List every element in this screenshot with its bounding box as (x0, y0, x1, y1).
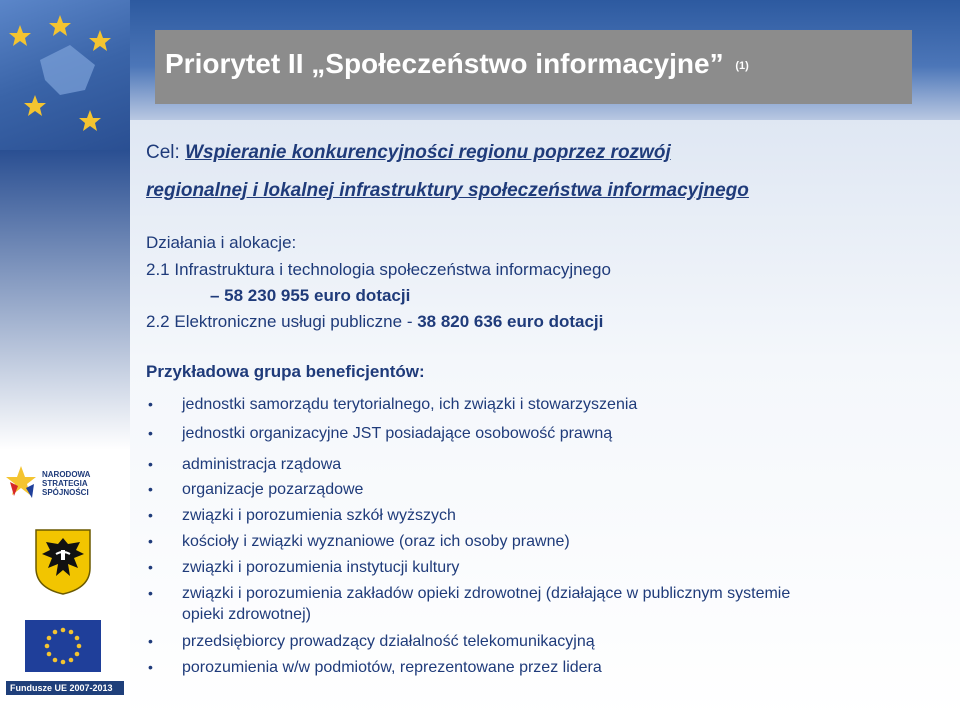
nss-logo-line2: STRATEGIA SPÓJNOŚCI (42, 479, 89, 497)
nss-logo (4, 462, 118, 502)
bullet-icon: • (148, 633, 153, 649)
actions-heading: Działania i alokacje: (146, 233, 297, 252)
coat-of-arms (34, 528, 92, 596)
action-2-1-amount: – 58 230 955 euro dotacji (210, 286, 411, 305)
europe-map-background (0, 0, 130, 150)
beneficiaries-heading: Przykładowa grupa beneficjentów: (146, 362, 425, 381)
list-item (146, 557, 790, 578)
list-item-text: związki i porozumienia szkół wyższych (182, 507, 456, 524)
list-item (146, 479, 790, 500)
list-item-text: opieki zdrowotnej) (182, 606, 311, 623)
list-item (146, 423, 790, 444)
list-item (146, 394, 790, 415)
list-item-text: kościoły i związki wyznaniowe (oraz ich osoby prawne) (182, 533, 570, 550)
nss-logo-line1: NARODOWA (42, 470, 91, 479)
list-item (146, 454, 790, 475)
bullet-icon: • (148, 559, 153, 575)
eu-flag (25, 620, 101, 672)
list-item (146, 583, 790, 604)
list-item-text: jednostki organizacyjne JST posiadające osobowość prawną (182, 425, 613, 442)
side-decoration (0, 0, 130, 720)
title-text: Priorytet II „Społeczeństwo informacyjne” (165, 48, 724, 79)
list-item-continuation (146, 604, 790, 625)
goal-text-1: Wspieranie konkurencyjności regionu poprzez rozwój (185, 142, 671, 163)
star-icon (0, 0, 130, 150)
page-title (165, 48, 749, 80)
list-item-text: porozumienia w/w podmiotów, reprezentowane przez lidera (182, 659, 602, 676)
list-item-text: związki i porozumienia instytucji kultury (182, 559, 460, 576)
action-2-2 (146, 312, 603, 332)
bullet-icon: • (148, 481, 153, 497)
action-2-2-text: 2.2 Elektroniczne usługi publiczne - (146, 312, 418, 331)
bullet-icon: • (148, 456, 153, 472)
side-gradient (0, 150, 130, 450)
list-item-text: jednostki samorządu terytorialnego, ich związki i stowarzyszenia (182, 396, 638, 413)
bullet-icon: • (148, 585, 153, 601)
list-item-text: administracja rządowa (182, 456, 342, 473)
bullet-icon: • (148, 425, 153, 441)
bullet-icon: • (148, 396, 153, 412)
list-item (146, 531, 790, 552)
nss-star-icon (4, 462, 38, 502)
action-2-1: 2.1 Infrastruktura i technologia społeczeństwa informacyjnego (146, 260, 611, 279)
bullet-icon: • (148, 507, 153, 523)
action-2-2-amount: 38 820 636 euro dotacji (417, 312, 604, 331)
bullet-icon: • (148, 659, 153, 675)
eu-stars-icon (25, 620, 101, 672)
list-item-text: przedsiębiorcy prowadzący działalność telekomunikacyjną (182, 633, 595, 650)
list-item (146, 657, 790, 678)
bullet-icon: • (148, 533, 153, 549)
list-item-text: organizacje pozarządowe (182, 481, 364, 498)
nss-logo-text (42, 470, 118, 497)
goal-line-2: regionalnej i lokalnej infrastruktury społeczeństwa informacyjnego (146, 180, 749, 201)
beneficiaries-list (146, 394, 790, 678)
goal-line-1 (146, 142, 671, 164)
list-item (146, 505, 790, 526)
list-item (146, 631, 790, 652)
eagle-icon (34, 528, 92, 596)
list-item-text: związki i porozumienia zakładów opieki zdrowotnej (działające w publicznym systemie (182, 585, 791, 602)
funds-label: Fundusze UE 2007-2013 (6, 681, 124, 695)
title-box (155, 30, 912, 104)
goal-lead: Cel: (146, 142, 186, 163)
title-suffix: (1) (735, 59, 749, 72)
